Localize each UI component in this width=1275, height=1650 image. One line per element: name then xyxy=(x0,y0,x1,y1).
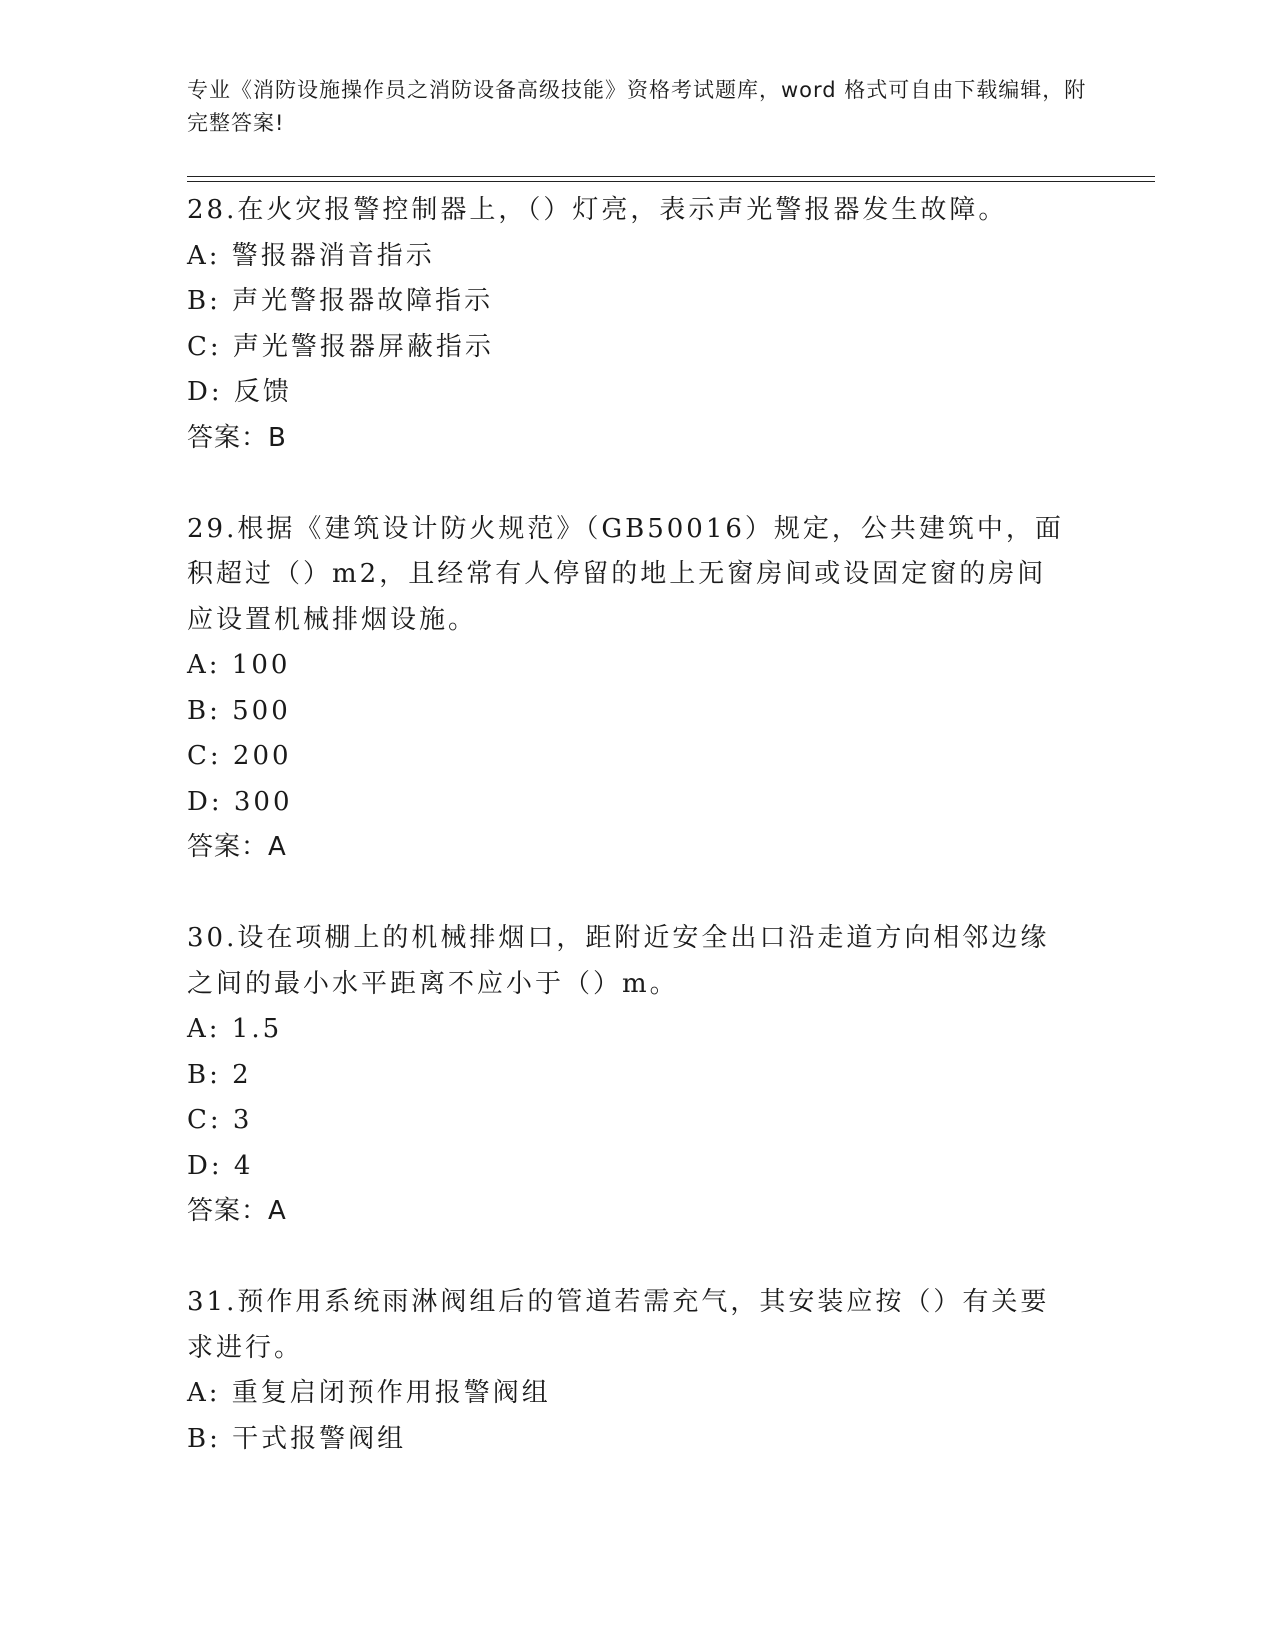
option-a: A: 警报器消音指示 xyxy=(187,240,435,271)
option-d: D: 4 xyxy=(187,1150,254,1181)
option-b: B: 2 xyxy=(187,1059,252,1090)
question-stem: 30.设在项棚上的机械排烟口，距附近安全出口沿走道方向相邻边缘之间的最小水平距离不应小于（）m。 xyxy=(187,923,1050,999)
question-list xyxy=(187,188,1067,1462)
question-gap xyxy=(187,871,1067,917)
header-divider-bottom xyxy=(187,181,1155,182)
option-c: C: 3 xyxy=(187,1105,253,1135)
option-c: C: 200 xyxy=(187,741,292,771)
question-stem: 31.预作用系统雨淋阀组后的管道若需充气，其安装应按（）有关要求进行。 xyxy=(187,1287,1050,1363)
option-a: A: 重复启闭预作用报警阀组 xyxy=(187,1378,551,1408)
option-d: D: 反馈 xyxy=(187,377,292,407)
question-31 xyxy=(187,1280,1067,1462)
answer-line: 答案：B xyxy=(187,422,287,453)
option-c: C: 声光警报器屏蔽指示 xyxy=(187,331,494,362)
option-b: B: 干式报警阀组 xyxy=(187,1423,407,1454)
answer-line: 答案：A xyxy=(187,1196,287,1226)
option-b: B: 500 xyxy=(187,695,291,726)
option-a: A: 100 xyxy=(187,650,291,680)
question-gap xyxy=(187,1235,1067,1281)
question-stem: 28.在火灾报警控制器上，（）灯亮，表示声光警报器发生故障。 xyxy=(187,195,1008,225)
option-d: D: 300 xyxy=(187,786,293,817)
answer-line: 答案：A xyxy=(187,832,287,862)
question-28 xyxy=(187,188,1067,461)
option-b: B: 声光警报器故障指示 xyxy=(187,286,494,316)
question-30 xyxy=(187,916,1067,1235)
document-intro: 专业《消防设施操作员之消防设备高级技能》资格考试题库，word 格式可自由下载编辑，附完整答案! xyxy=(187,78,1087,135)
header-divider-top xyxy=(187,176,1155,177)
question-stem: 29.根据《建筑设计防火规范》（GB50016）规定，公共建筑中，面积超过（）m2，且经常有人停留的地上无窗房间或设固定窗的房间应设置机械排烟设施。 xyxy=(187,513,1064,635)
question-29 xyxy=(187,507,1067,871)
option-a: A: 1.5 xyxy=(187,1014,283,1044)
question-gap xyxy=(187,461,1067,507)
